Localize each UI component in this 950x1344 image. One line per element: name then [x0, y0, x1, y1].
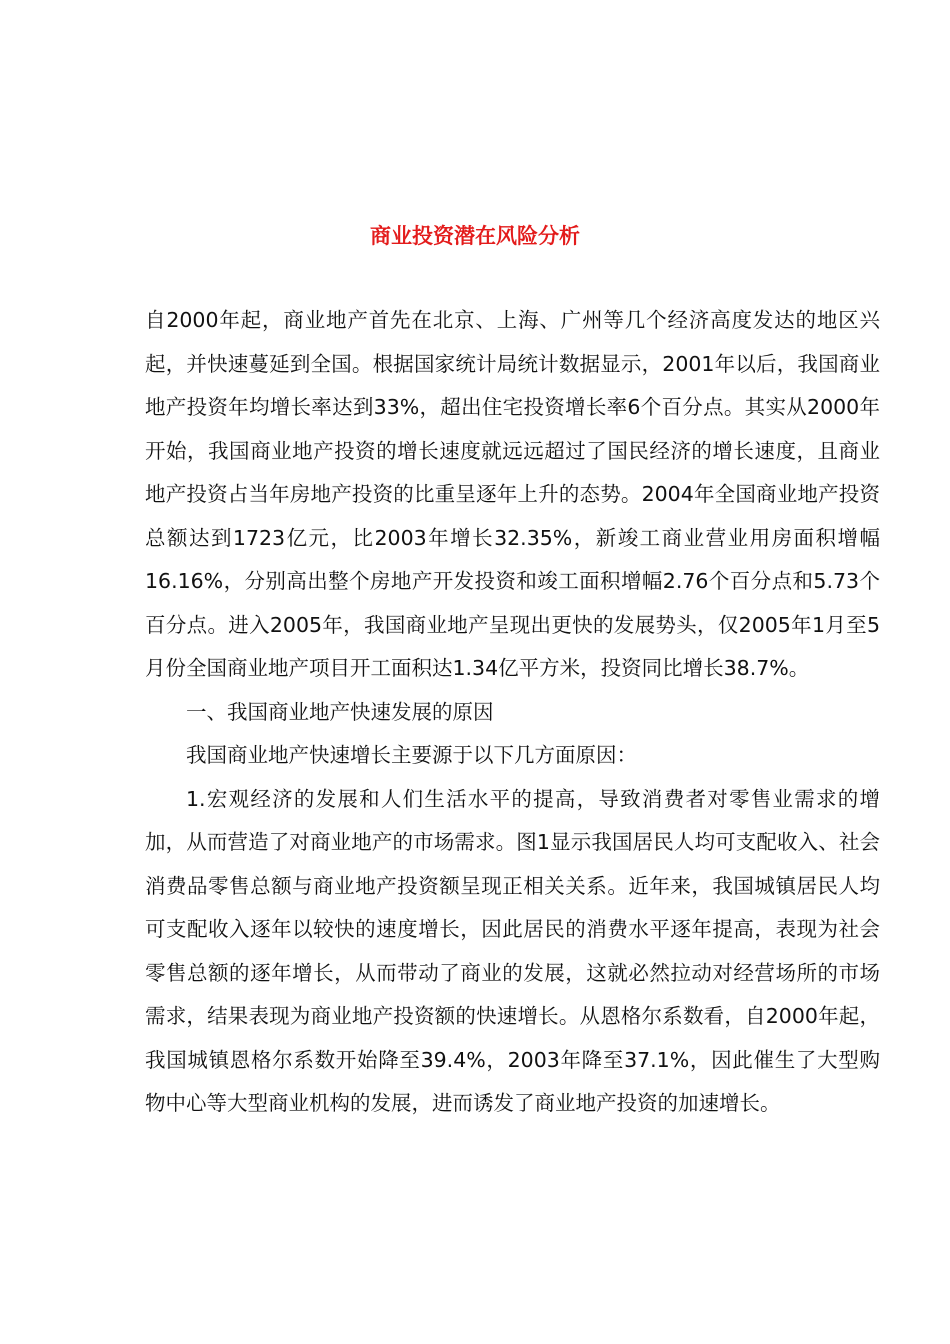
- document-body: [145, 299, 880, 1126]
- paragraph-reason-1: 1.宏观经济的发展和人们生活水平的提高，导致消费者对零售业需求的增加，从而营造了对商业地产的市场需求。图1显示我国居民人均可支配收入、社会消费品零售总额与商业地产投资额呈现正相关关系。近年来，我国城镇居民人均可支配收入逐年以较快的速度增长，因此居民的消费水平逐年提高，表现为社会零售总额的逐年增长，从而带动了商业的发展，这就必然拉动对经营场所的市场需求，结果表现为商业地产投资额的快速增长。从恩格尔系数看，自2000年起，我国城镇恩格尔系数开始降至39.4%，2003年降至37.1%，因此催生了大型购物中心等大型商业机构的发展，进而诱发了商业地产投资的加速增长。: [145, 786, 880, 1115]
- paragraph-intro: 自2000年起，商业地产首先在北京、上海、广州等几个经济高度发达的地区兴起，并快速蔓延到全国。根据国家统计局统计数据显示，2001年以后，我国商业地产投资年均增长率达到33%，超出住宅投资增长率6个百分点。其实从2000年开始，我国商业地产投资的增长速度就远远超过了国民经济的增长速度，且商业地产投资占当年房地产投资的比重呈逐年上升的态势。2004年全国商业地产投资总额达到1723亿元，比2003年增长32.35%，新竣工商业营业用房面积增幅16.16%，分别高出整个房地产开发投资和竣工面积增幅2.76个百分点和5.73个百分点。进入2005年，我国商业地产呈现出更快的发展势头，仅2005年1月至5月份全国商业地产项目开工面积达1.34亿平方米，投资同比增长38.7%。: [145, 308, 880, 680]
- document-title: 商业投资潜在风险分析: [370, 224, 580, 248]
- section-heading: 一、我国商业地产快速发展的原因: [186, 699, 494, 724]
- paragraph-reasons-intro: 我国商业地产快速增长主要源于以下几方面原因：: [186, 743, 637, 767]
